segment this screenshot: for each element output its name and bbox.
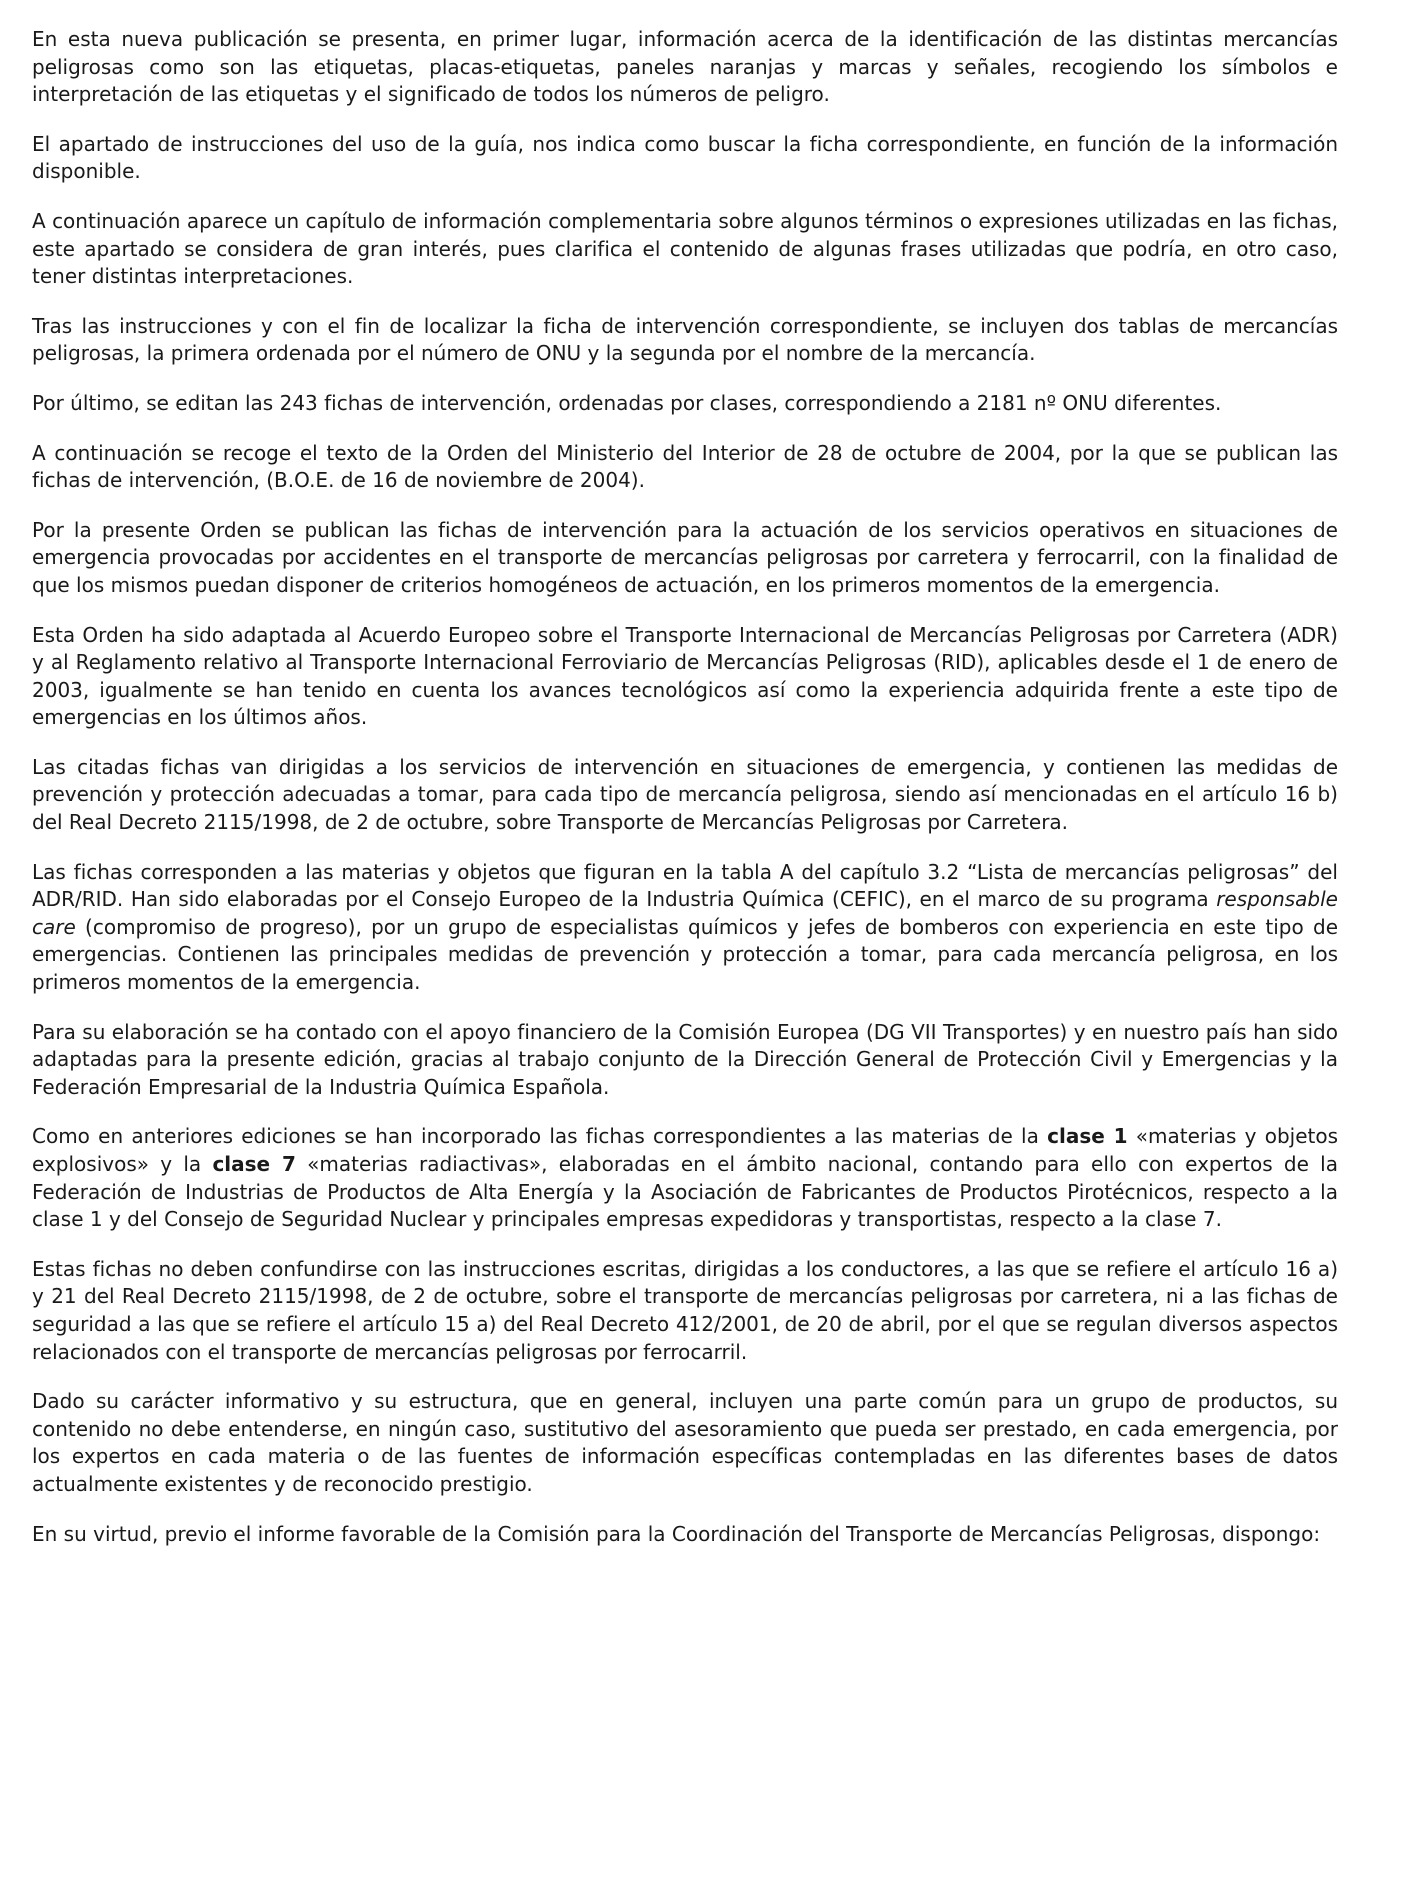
paragraph-clases — [32, 1123, 1338, 1233]
paragraph-funding: Para su elaboración se ha contado con el apoyo financiero de la Comisión Europea (DG VII Transportes) y en nuestro país han sido adaptadas para la presente edición, gracias al trabajo conjunto de la Dirección General de Protección Civil y Emergencias y la Federación Empresarial de la Industria Química Española. — [32, 1019, 1338, 1099]
paragraph-adr-rid: Esta Orden ha sido adaptada al Acuerdo Europeo sobre el Transporte Internacional de Mercancías Peligrosas por Carretera (ADR) y al Reglamento relativo al Transporte Internacional Ferroviario de Mercancías Peligrosas (RID), aplicables desde el 1 de enero de 2003, igualmente se han tenido en cuenta los avances tecnológicos así como la experiencia adquirida frente a este tipo de emergencias en los últimos años. — [32, 622, 1338, 730]
paragraph-tables: Tras las instrucciones y con el fin de localizar la ficha de intervención correspondiente, se incluyen dos tablas de mercancías peligrosas, la primera ordenada por el número de ONU y la segunda por el nombre de la mercancía. — [32, 313, 1338, 366]
paragraph-clases-part-c: «materias radiactivas», elaboradas en el ámbito nacional, contando para ello con expertos de la Federación de Industrias de Productos de Alta Energía y la Asociación de Fabricantes de Productos Pirotécnicos, respecto a la clase 1 y del Consejo de Seguridad Nuclear y principales empresas expedidoras y transportistas, respecto a la clase 7. — [32, 1152, 1338, 1232]
paragraph-clases-part-b: «materias y objetos explosivos» y la — [32, 1124, 1338, 1176]
responsable-care-term: responsable care — [32, 887, 1338, 939]
paragraph-clases-part-a: Como en anteriores ediciones se han incorporado las fichas correspondientes a las materias de la — [32, 1124, 1048, 1149]
paragraph-informative-character: Dado su carácter informativo y su estructura, que en general, incluyen una parte común para un grupo de productos, su contenido no debe entenderse, en ningún caso, sustitutivo del asesoramiento que pueda ser prestado, en cada emergencia, por los expertos en cada materia o de las fuentes de información específicas contempladas en las diferentes bases de datos actualmente existentes y de reconocido prestigio. — [32, 1389, 1338, 1496]
paragraph-cefic — [32, 859, 1338, 997]
paragraph-intervention-services: Las citadas fichas van dirigidas a los servicios de intervención en situaciones de emergencia, y contienen las medidas de prevención y protección adecuadas a tomar, para cada tipo de mercancía peligrosa, siendo así mencionadas en el artículo 16 b) del Real Decreto 2115/1998, de 2 de octubre, sobre Transporte de Mercancías Peligrosas por Carretera. — [32, 754, 1338, 835]
paragraph-fichas-count: Por último, se editan las 243 fichas de intervención, ordenadas por clases, correspondiendo a 2181 nº ONU diferentes. — [32, 390, 1222, 415]
paragraph-complementary-info: A continuación aparece un capítulo de información complementaria sobre algunos términos o expresiones utilizadas en las fichas, este apartado se considera de gran interés, pues clarifica el contenido de algunas frases utilizadas que podría, en otro caso, tener distintas interpretaciones. — [32, 208, 1338, 289]
document-body — [32, 26, 1338, 1548]
paragraph-dispongo: En su virtud, previo el informe favorable de la Comisión para la Coordinación del Transporte de Mercancías Peligrosas, dispongo: — [32, 1521, 1321, 1546]
paragraph-intro: En esta nueva publicación se presenta, en primer lugar, información acerca de la identificación de las distintas mercancías peligrosas como son las etiquetas, placas-etiquetas, paneles naranjas y marcas y señales, recogiendo los símbolos e interpretación de las etiquetas y el significado de todos los números de peligro. — [32, 27, 1338, 107]
paragraph-orden-purpose: Por la presente Orden se publican las fichas de intervención para la actuación de los servicios operativos en situaciones de emergencia provocadas por accidentes en el transporte de mercancías peligrosas por carretera y ferrocarril, con la finalidad de que los mismos puedan disponer de criterios homogéneos de actuación, en los primeros momentos de la emergencia. — [32, 517, 1338, 597]
paragraph-instructions: El apartado de instrucciones del uso de la guía, nos indica como buscar la ficha correspondiente, en función de la información disponible. — [32, 131, 1338, 184]
paragraph-not-confuse: Estas fichas no deben confundirse con las instrucciones escritas, dirigidas a los conductores, a las que se refiere el artículo 16 a) y 21 del Real Decreto 2115/1998, de 2 de octubre, sobre el transporte de mercancías peligrosas por carretera, ni a las fichas de seguridad a las que se refiere el artículo 15 a) del Real Decreto 412/2001, de 20 de abril, por el que se regulan diversos aspectos relacionados con el transporte de mercancías peligrosas por ferrocarril. — [32, 1256, 1338, 1364]
clase-7-term: clase 7 — [212, 1152, 296, 1176]
clase-1-term: clase 1 — [1047, 1124, 1128, 1149]
paragraph-cefic-part-a: Las fichas corresponden a las materias y objetos que figuran en la tabla A del capítulo 3.2 “Lista de mercancías peligrosas” del ADR/RID. Han sido elaboradas por el Consejo Europeo de la Industria Química (CEFIC), en el marco de su programa — [32, 859, 1338, 912]
paragraph-orden-text: A continuación se recoge el texto de la Orden del Ministerio del Interior de 28 de octubre de 2004, por la que se publican las fichas de intervención, (B.O.E. de 16 de noviembre de 2004). — [32, 440, 1338, 493]
paragraph-cefic-part-b: (compromiso de progreso), por un grupo de especialistas químicos y jefes de bomberos con experiencia en este tipo de emergencias. Contienen las principales medidas de prevención y protección a tomar, para cada mercancía peligrosa, en los primeros momentos de la emergencia. — [32, 914, 1338, 995]
